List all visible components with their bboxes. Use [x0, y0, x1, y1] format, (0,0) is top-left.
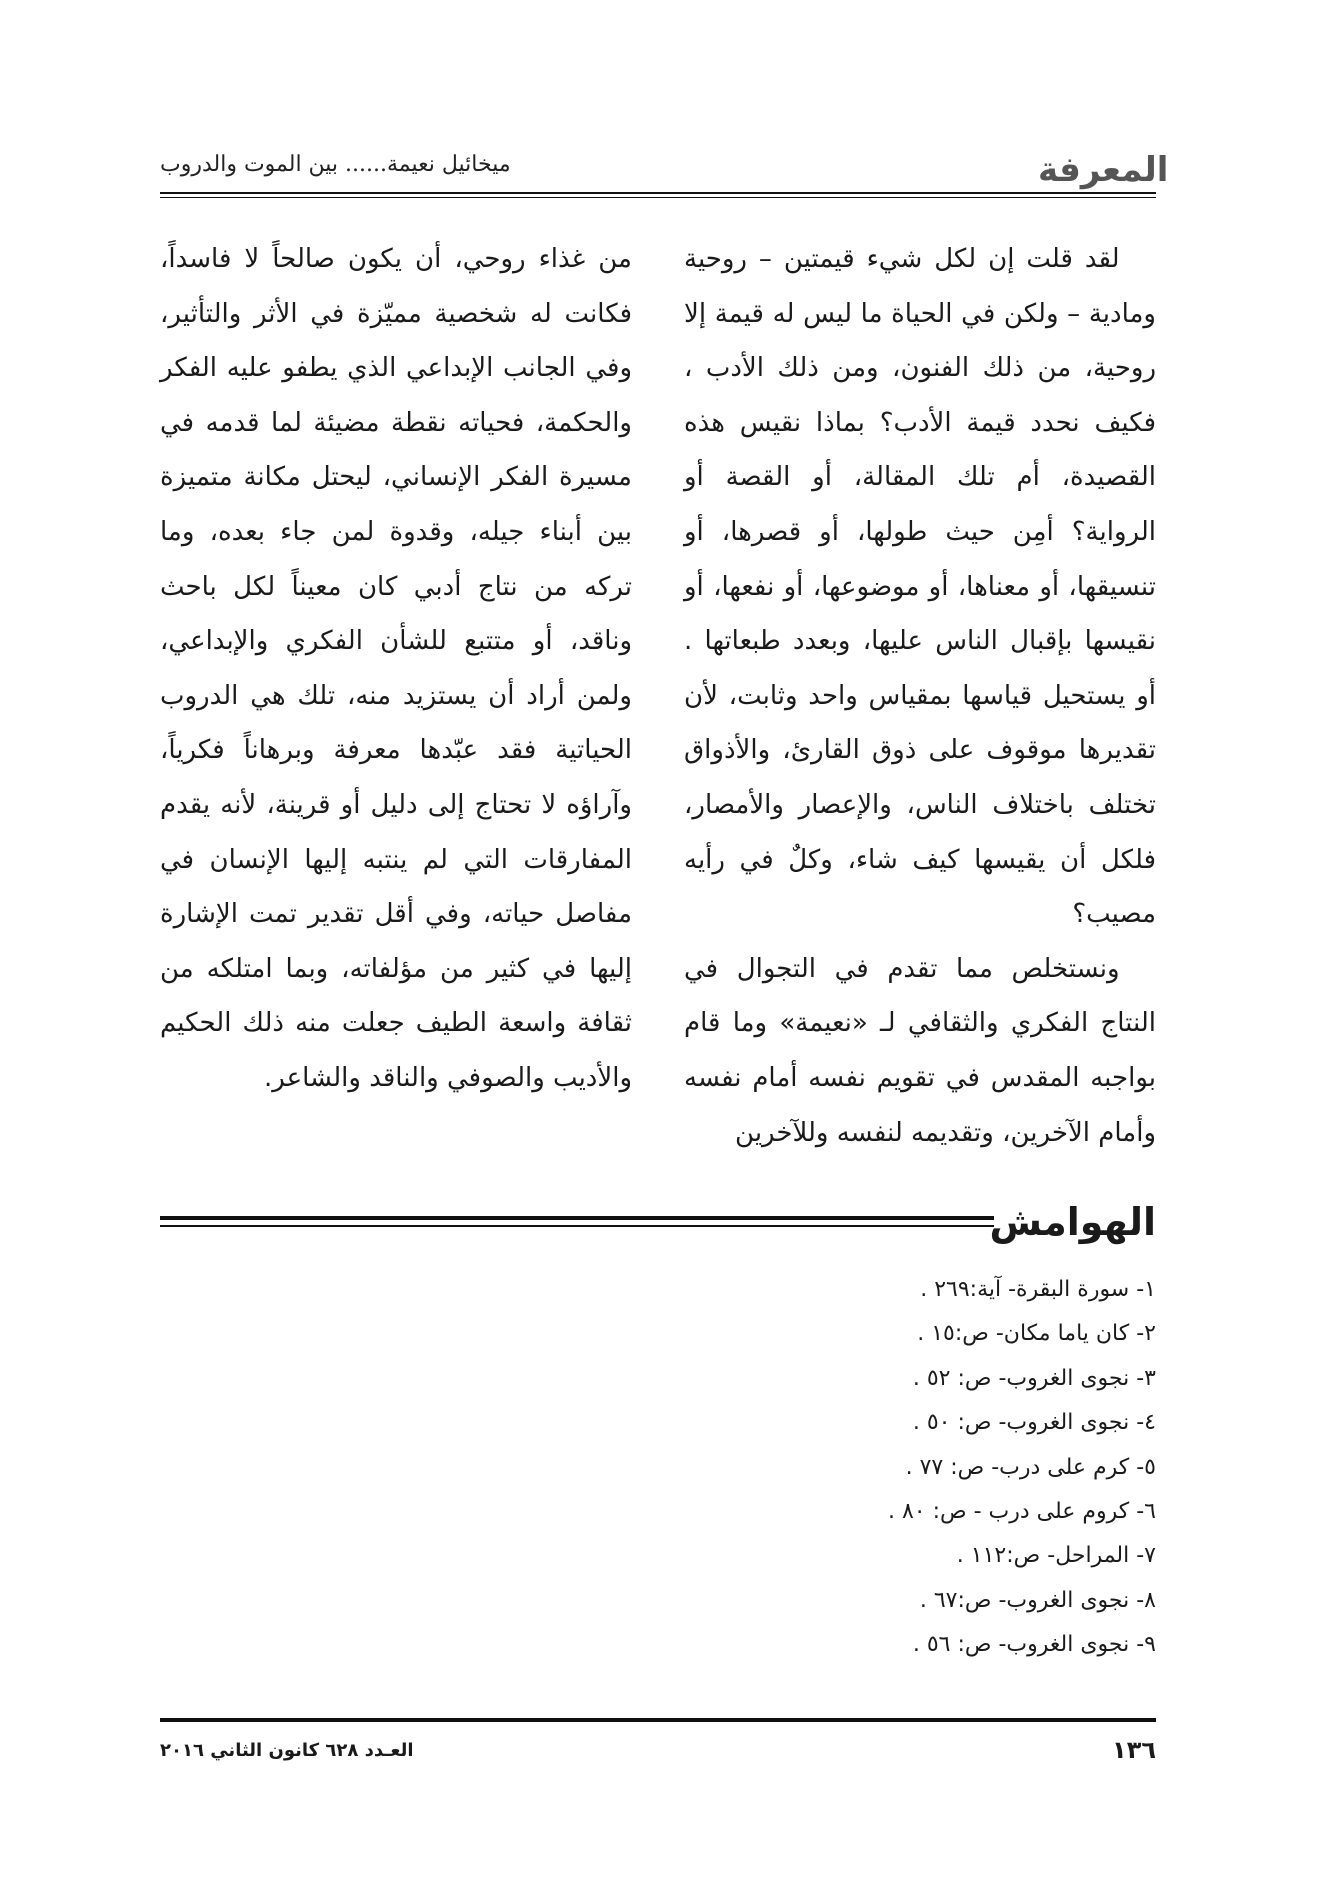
footer-rule: [160, 1718, 1156, 1722]
note-item: ٧- المراحل- ص:١١٢ .: [956, 1543, 1156, 1569]
header-rule: [160, 192, 1156, 198]
running-title: ميخائيل نعيمة...... بين الموت والدروب: [160, 152, 511, 177]
issue-info: العـدد ٦٢٨ كانون الثاني ٢٠١٦: [160, 1740, 414, 1761]
note-item: ٩- نجوى الغروب- ص: ٥٦ .: [912, 1632, 1156, 1658]
article-column-left: [160, 232, 632, 1106]
article-column-right: [684, 232, 1156, 1160]
note-item: ٣- نجوى الغروب- ص: ٥٢ .: [912, 1365, 1156, 1391]
notes-list: [700, 1268, 1156, 1668]
paragraph: من غذاء روحي، أن يكون صالحاً لا فاسداً، فكانت له شخصية مميّزة في الأثر والتأثير، وفي الجانب الإبداعي الذي يطفو عليه الفكر والحكمة، فحياته نقطة مضيئة لما قدمه في مسيرة الفكر الإنساني، ليحتل مكانة متميزة بين أبناء جيله، وقدوة لمن جاء بعده، وما تركه من نتاج أدبي كان معيناً لكل باحث وناقد، أو متتبع للشأن الفكري والإبداعي، ولمن أراد أن يستزيد منه، تلك هي الدروب الحياتية فقد عبّدها معرفة وبرهاناً فكرياً، وآراؤه لا تحتاج إلى دليل أو قرينة، لأنه يقدم المفارقات التي لم ينتبه إليها الإنسان في مفاصل حياته، وفي أقل تقدير تمت الإشارة إليها في كثير من مؤلفاته، وبما امتلكه من ثقافة واسعة الطيف جعلت منه ذلك الحكيم والأديب والصوفي والناقد والشاعر.: [160, 244, 632, 1093]
note-item: ٥- كرم على درب- ص: ٧٧ .: [905, 1454, 1156, 1480]
magazine-logo: المعرفة: [1038, 150, 1169, 190]
notes-rule: [160, 1216, 994, 1227]
note-item: ١- سورة البقرة- آية:٢٦٩ .: [920, 1277, 1156, 1302]
notes-heading: الهوامش: [989, 1200, 1156, 1244]
note-item: ٢- كان ياما مكان- ص:١٥ .: [917, 1321, 1156, 1347]
note-item: ٤- نجوى الغروب- ص: ٥٠ .: [912, 1410, 1156, 1436]
note-item: ٦- كروم على درب - ص: ٨٠ .: [887, 1498, 1156, 1524]
page-number: ١٣٦: [1112, 1736, 1156, 1764]
paragraph: ونستخلص مما تقدم في التجوال في النتاج الفكري والثقافي لـ «نعيمة» وما قام بواجبه المقدس في تقويم نفسه أمام نفسه وأمام الآخرين، وتقديمه لنفسه وللآخرين: [684, 953, 1156, 1148]
paragraph: لقد قلت إن لكل شيء قيمتين – روحية ومادية – ولكن في الحياة ما ليس له قيمة إلا روحية، من ذلك الفنون، ومن ذلك الأدب ، فكيف نحدد قيمة الأدب؟ بماذا نقيس هذه القصيدة، أم تلك المقالة، أو القصة أو الرواية؟ أمِن حيث طولها، أو قصرها، أو تنسيقها، أو معناها، أو موضوعها، أو نفعها، أو نقيسها بإقبال الناس عليها، وبعدد طبعاتها . أو يستحيل قياسها بمقياس واحد وثابت، لأن تقديرها موقوف على ذوق القارئ، والأذواق تختلف باختلاف الناس، والإعصار والأمصار، فلكل أن يقيسها كيف شاء، وكلٌ في رأيه مصيب؟: [684, 244, 1156, 930]
note-item: ٨- نجوى الغروب- ص:٦٧ .: [919, 1587, 1156, 1613]
